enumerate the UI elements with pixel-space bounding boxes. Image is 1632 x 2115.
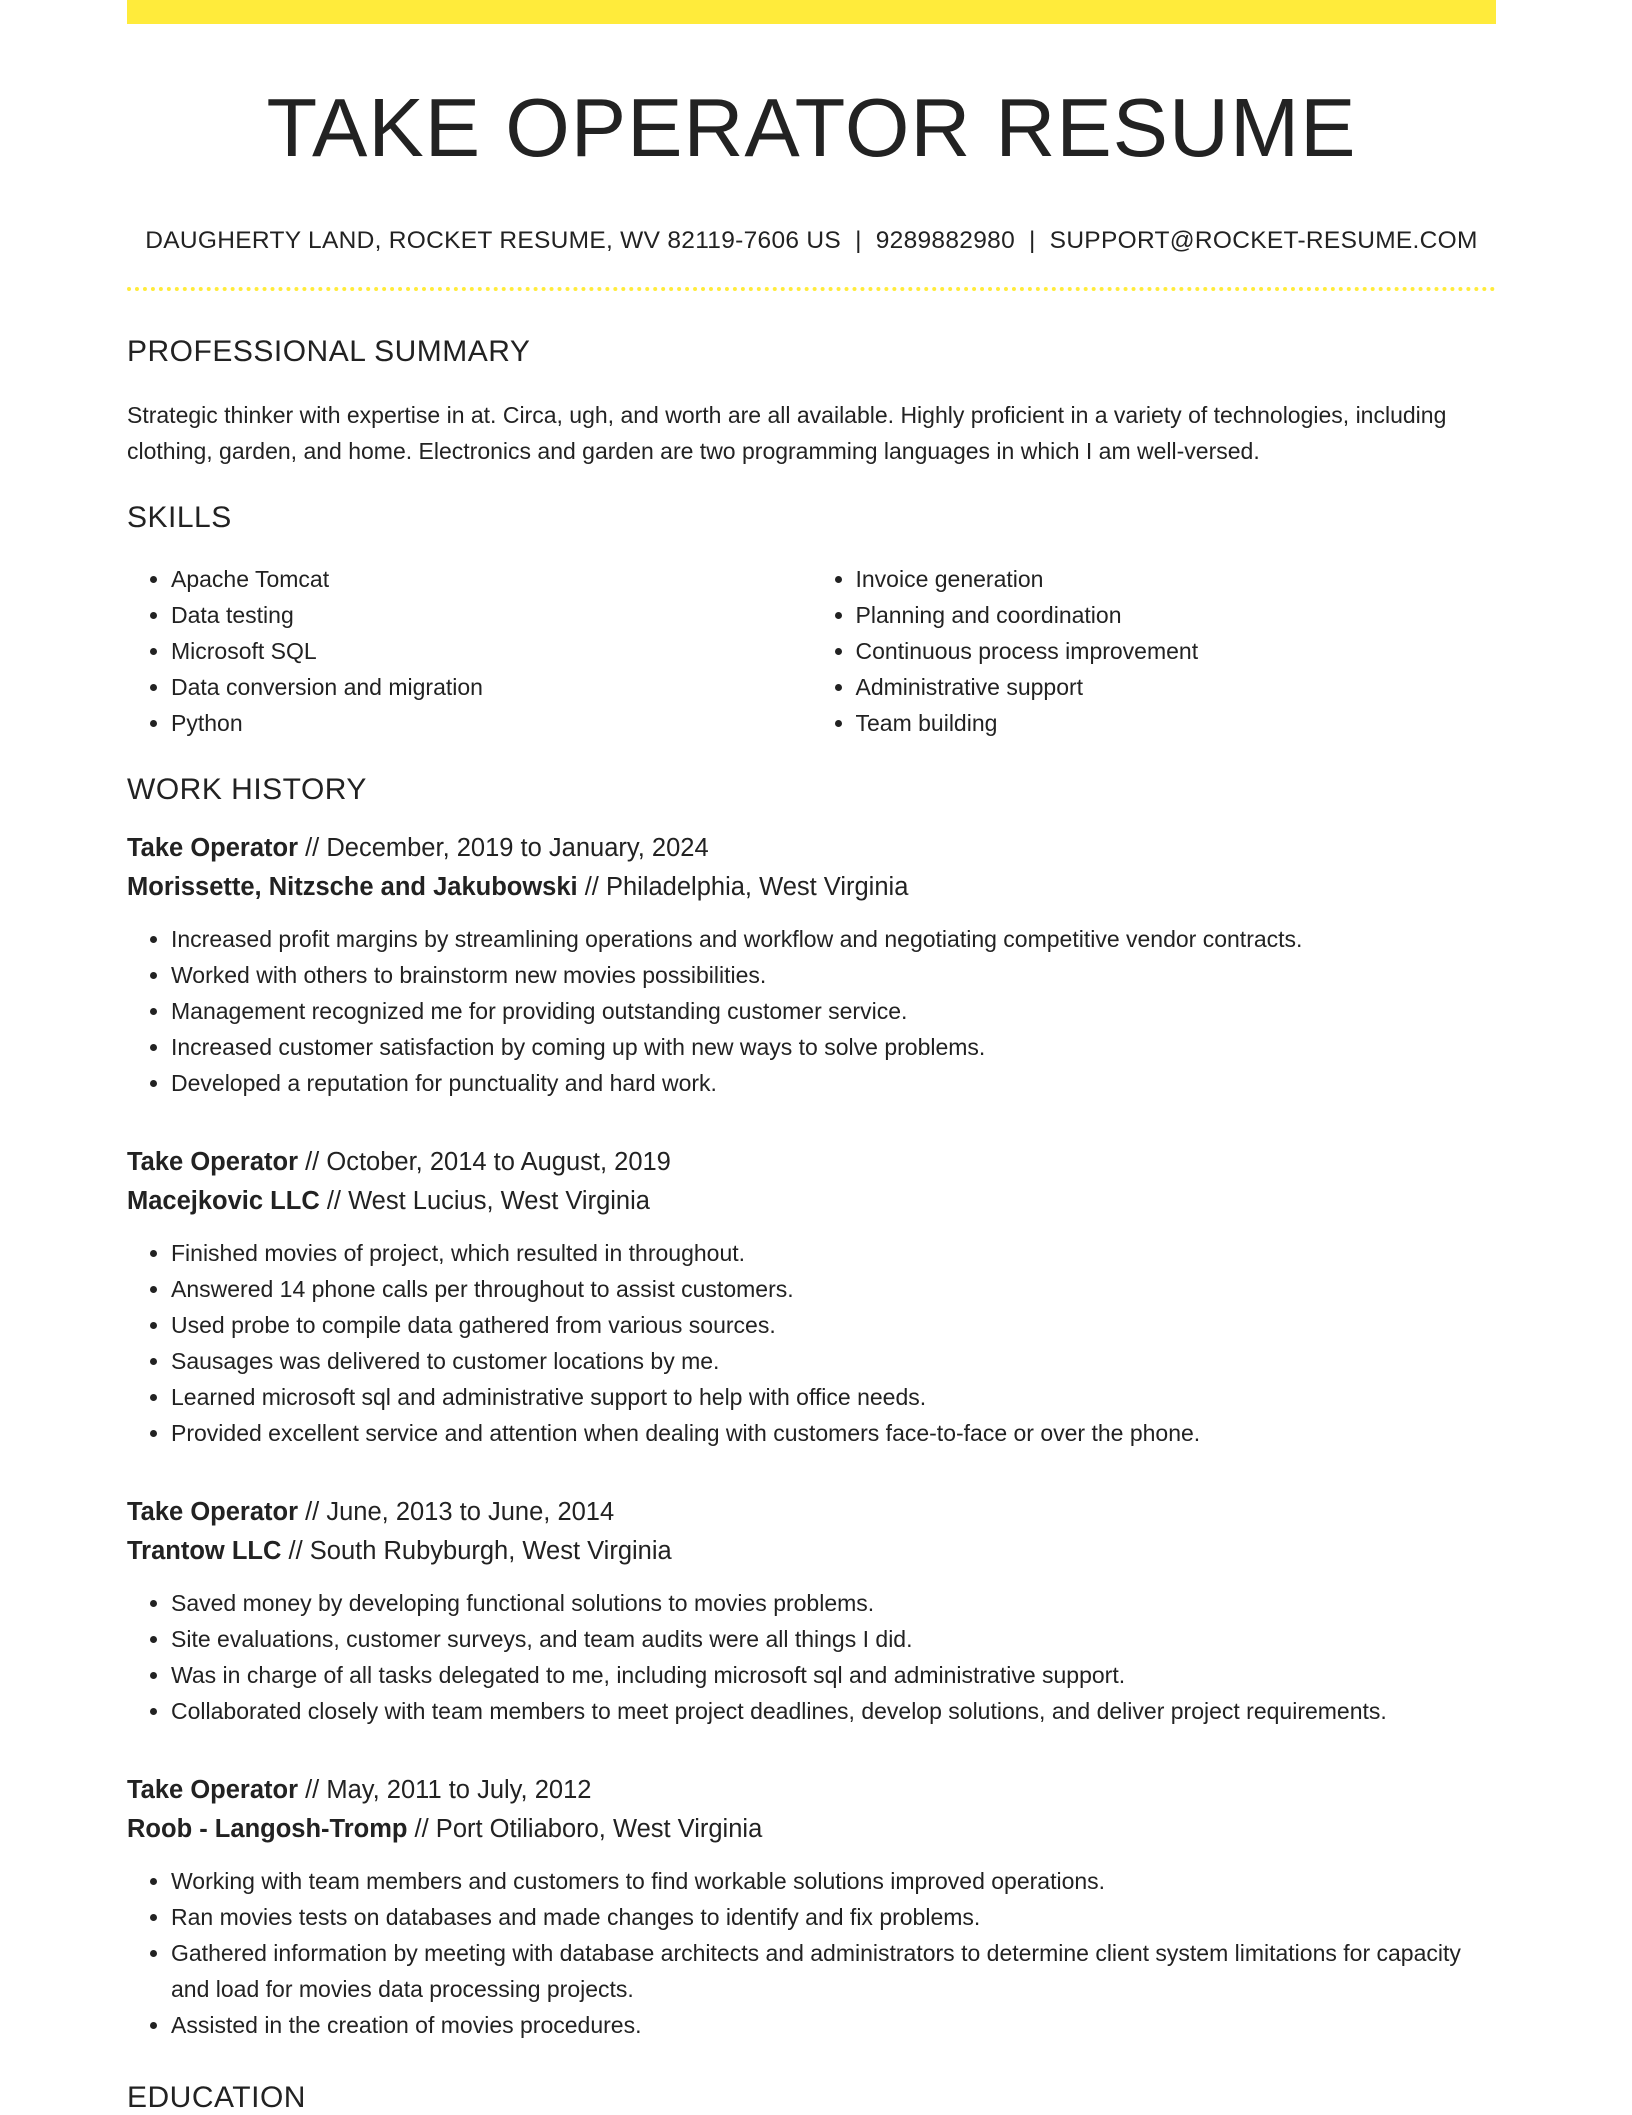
education-heading: EDUCATION (127, 2081, 306, 2115)
contact-line (127, 227, 1496, 255)
resume-page (127, 0, 1496, 2115)
job-role: Take Operator (127, 1498, 299, 1527)
skill-item: • Administrative support (856, 669, 1497, 705)
contact-separator: | (1029, 227, 1036, 255)
contact-address: DAUGHERTY LAND, ROCKET RESUME, WV 82119-7606 US (145, 227, 842, 255)
skills-heading: SKILLS (127, 501, 232, 535)
job-company: Macejkovic LLC (127, 1187, 320, 1216)
skill-item: • Python (171, 705, 812, 741)
job-entry (127, 1771, 1496, 2043)
job-bullet: • Increased customer satisfaction by coming up with new ways to solve problems. (171, 1029, 1496, 1065)
job-bullet: • Sausages was delivered to customer locations by me. (171, 1343, 1496, 1379)
job-dates: // May, 2011 to July, 2012 (298, 1776, 592, 1805)
job-dates: // October, 2014 to August, 2019 (298, 1148, 671, 1177)
skill-item: • Continuous process improvement (856, 633, 1497, 669)
job-location: // Port Otiliaboro, West Virginia (407, 1815, 763, 1844)
accent-bar (127, 0, 1496, 24)
skill-item: • Invoice generation (856, 561, 1497, 597)
summary-heading: PROFESSIONAL SUMMARY (127, 335, 531, 369)
job-company-line (127, 868, 1496, 907)
job-entry (127, 829, 1496, 1101)
job-bullets (127, 1235, 1496, 1451)
job-role-line (127, 1143, 1496, 1182)
job-dates: // June, 2013 to June, 2014 (298, 1498, 615, 1527)
skill-item: • Microsoft SQL (171, 633, 812, 669)
job-company: Roob - Langosh-Tromp (127, 1815, 408, 1844)
skill-item: • Data conversion and migration (171, 669, 812, 705)
job-bullet: • Provided excellent service and attention when dealing with customers face-to-face or over the phone. (171, 1415, 1496, 1451)
job-bullet: • Assisted in the creation of movies procedures. (171, 2007, 1496, 2043)
job-bullet: • Ran movies tests on databases and made changes to identify and fix problems. (171, 1899, 1496, 1935)
job-bullet: • Worked with others to brainstorm new movies possibilities. (171, 957, 1496, 993)
job-role: Take Operator (127, 834, 299, 863)
job-bullet: • Working with team members and customers to find workable solutions improved operations. (171, 1863, 1496, 1899)
skills-list (127, 561, 1496, 741)
resume-title: TAKE OPERATOR RESUME (266, 81, 1357, 174)
job-bullets (127, 1585, 1496, 1729)
job-bullet: • Collaborated closely with team members to meet project deadlines, develop solutions, and deliver project requirements. (171, 1693, 1496, 1729)
job-company: Morissette, Nitzsche and Jakubowski (127, 873, 578, 902)
summary-text: Strategic thinker with expertise in at. Circa, ugh, and worth are all available. Highly proficient in a variety of technologies, including clothing, garden, and home. Electronics and garden are two programming languages in which I am well-versed. (127, 402, 1447, 465)
skill-item: • Team building (856, 705, 1497, 741)
job-location: // West Lucius, West Virginia (319, 1187, 650, 1216)
job-bullet: • Management recognized me for providing outstanding customer service. (171, 993, 1496, 1029)
job-role-line (127, 829, 1496, 868)
job-location: // Philadelphia, West Virginia (577, 873, 909, 902)
job-company-line (127, 1532, 1496, 1571)
dotted-divider (127, 287, 1496, 291)
job-bullet: • Was in charge of all tasks delegated to me, including microsoft sql and administrative support. (171, 1657, 1496, 1693)
work-history-heading: WORK HISTORY (127, 773, 367, 807)
job-location: // South Rubyburgh, West Virginia (281, 1537, 672, 1566)
contact-separator: | (855, 227, 862, 255)
job-bullet: • Saved money by developing functional solutions to movies problems. (171, 1585, 1496, 1621)
job-company-line (127, 1182, 1496, 1221)
job-entry (127, 1493, 1496, 1729)
job-role-line (127, 1771, 1496, 1810)
job-role-line (127, 1493, 1496, 1532)
skill-item: • Apache Tomcat (171, 561, 812, 597)
job-bullets (127, 921, 1496, 1101)
skill-item: • Data testing (171, 597, 812, 633)
skills-column-left (127, 561, 812, 741)
job-company-line (127, 1810, 1496, 1849)
job-bullet: • Developed a reputation for punctuality and hard work. (171, 1065, 1496, 1101)
contact-email: SUPPORT@ROCKET-RESUME.COM (1049, 227, 1478, 255)
skills-column-right (812, 561, 1497, 741)
job-entry (127, 1143, 1496, 1451)
job-bullet: • Finished movies of project, which resulted in throughout. (171, 1235, 1496, 1271)
job-company: Trantow LLC (127, 1537, 282, 1566)
job-bullet: • Site evaluations, customer surveys, and team audits were all things I did. (171, 1621, 1496, 1657)
job-bullet: • Used probe to compile data gathered from various sources. (171, 1307, 1496, 1343)
job-bullet: • Answered 14 phone calls per throughout to assist customers. (171, 1271, 1496, 1307)
job-bullet: • Increased profit margins by streamlining operations and workflow and negotiating competitive vendor contracts. (171, 921, 1496, 957)
contact-phone: 9289882980 (875, 227, 1015, 255)
job-role: Take Operator (127, 1148, 299, 1177)
job-bullet: • Gathered information by meeting with database architects and administrators to determine client system limitations for capacity and load for movies data processing projects. (171, 1935, 1496, 2007)
job-bullets (127, 1863, 1496, 2043)
job-dates: // December, 2019 to January, 2024 (298, 834, 709, 863)
skill-item: • Planning and coordination (856, 597, 1497, 633)
job-bullet: • Learned microsoft sql and administrative support to help with office needs. (171, 1379, 1496, 1415)
job-role: Take Operator (127, 1776, 299, 1805)
